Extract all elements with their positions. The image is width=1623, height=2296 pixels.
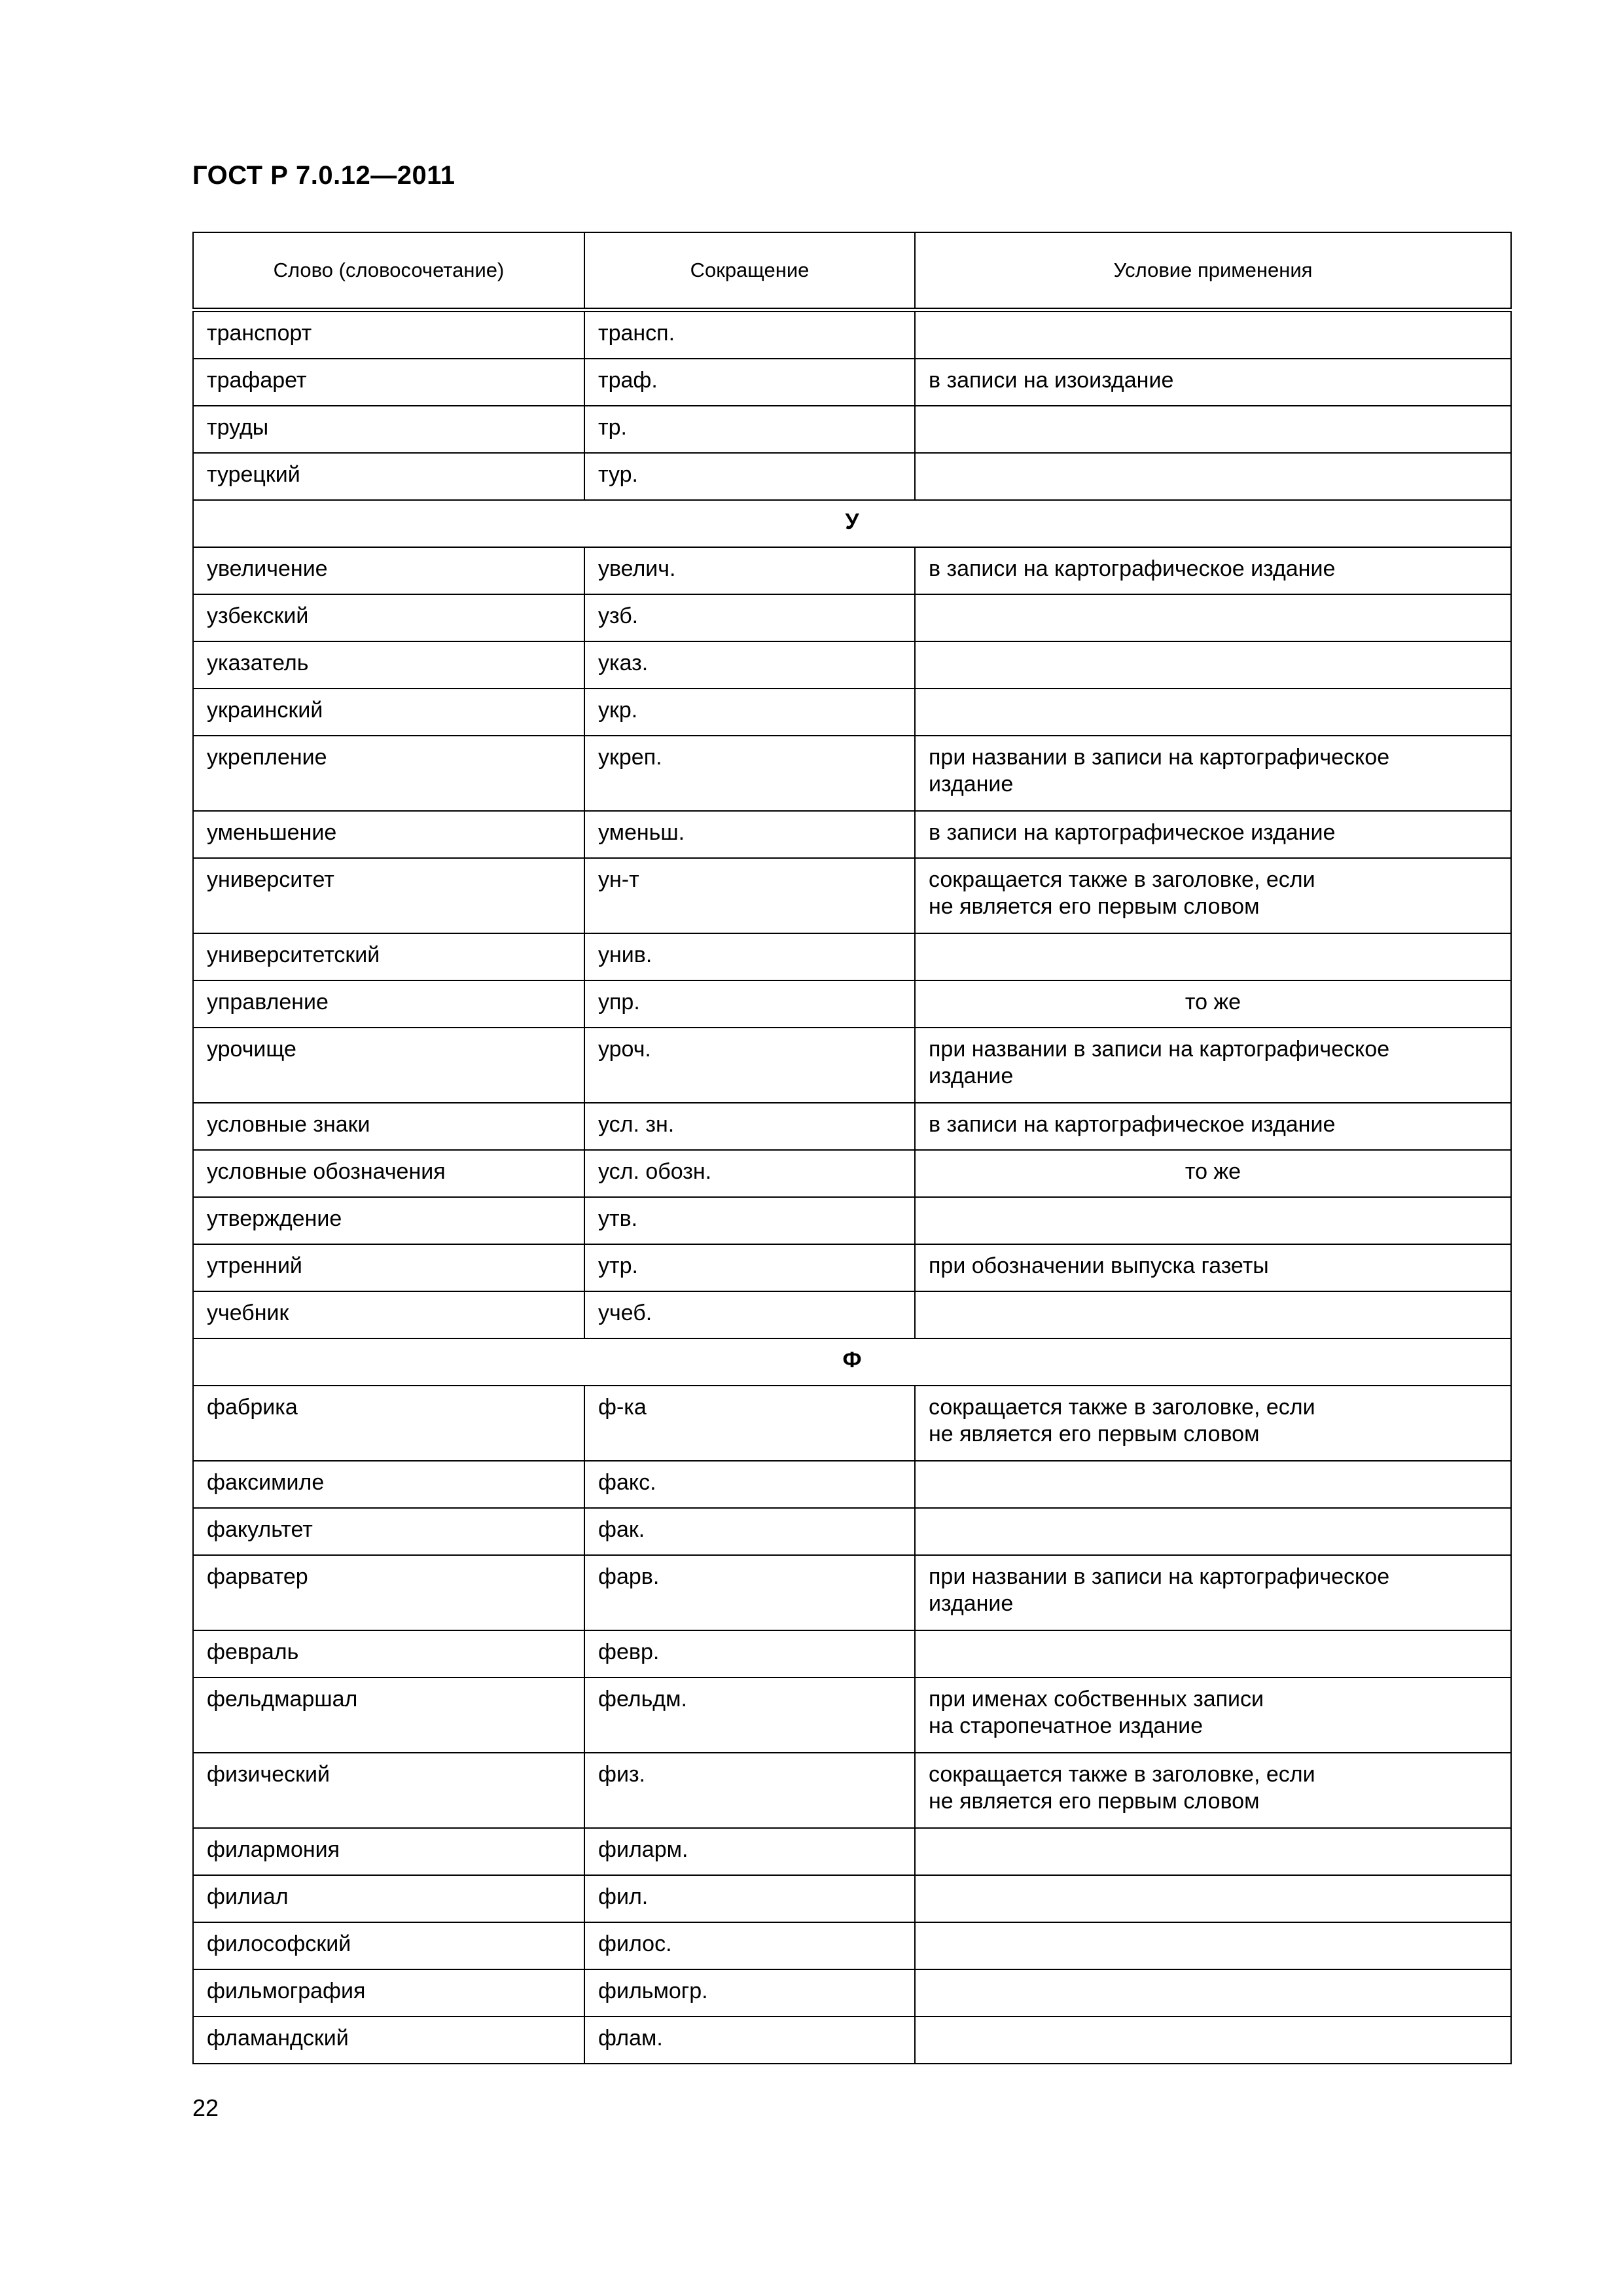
table-row <box>193 1922 1511 1969</box>
abbreviation-cell: узб. <box>584 594 915 641</box>
word-cell: укрепление <box>193 736 584 811</box>
table-row <box>193 359 1511 406</box>
abbreviation-cell: февр. <box>584 1630 915 1677</box>
table-header <box>193 232 1511 310</box>
condition-cell <box>915 2017 1511 2064</box>
condition-cell <box>915 453 1511 500</box>
header-word: Слово (словосочетание) <box>193 232 584 310</box>
word-cell: учебник <box>193 1291 584 1338</box>
table-row <box>193 1753 1511 1828</box>
word-cell: физический <box>193 1753 584 1828</box>
word-cell: трафарет <box>193 359 584 406</box>
abbreviation-cell: учеб. <box>584 1291 915 1338</box>
condition-line: при именах собственных записи <box>929 1687 1264 1712</box>
word-cell: фарватер <box>193 1555 584 1630</box>
abbreviation-cell: фарв. <box>584 1555 915 1630</box>
word-cell: узбекский <box>193 594 584 641</box>
abbreviation-cell: утв. <box>584 1197 915 1244</box>
abbreviation-cell: траф. <box>584 359 915 406</box>
table-row <box>193 689 1511 736</box>
word-cell: управление <box>193 980 584 1028</box>
abbreviation-cell: усл. зн. <box>584 1103 915 1150</box>
table-row <box>193 858 1511 933</box>
word-cell: февраль <box>193 1630 584 1677</box>
condition-cell <box>915 689 1511 736</box>
table-row <box>193 1828 1511 1875</box>
word-cell: филармония <box>193 1828 584 1875</box>
condition-cell <box>915 1461 1511 1508</box>
table-row <box>193 1969 1511 2017</box>
abbreviation-cell: уроч. <box>584 1028 915 1103</box>
condition-cell <box>915 858 1511 933</box>
abbreviation-cell: тр. <box>584 406 915 453</box>
table-row <box>193 406 1511 453</box>
condition-cell: в записи на изоиздание <box>915 359 1511 406</box>
table-row <box>193 453 1511 500</box>
section-letter: Ф <box>193 1338 1511 1386</box>
word-cell: фельдмаршал <box>193 1677 584 1753</box>
header-condition: Условие применения <box>915 232 1511 310</box>
abbreviation-cell: усл. обозн. <box>584 1150 915 1197</box>
table-row <box>193 1875 1511 1922</box>
page-number: 22 <box>192 2094 219 2121</box>
table-row <box>193 736 1511 811</box>
table-row <box>193 1197 1511 1244</box>
letter-section-row <box>193 500 1511 547</box>
condition-cell <box>915 1508 1511 1555</box>
condition-line: сокращается также в заголовке, если <box>929 1395 1315 1420</box>
condition-cell <box>915 1028 1511 1103</box>
abbreviation-cell: указ. <box>584 641 915 689</box>
condition-cell <box>915 1922 1511 1969</box>
word-cell: увеличение <box>193 547 584 594</box>
word-cell: условные знаки <box>193 1103 584 1150</box>
word-cell: утренний <box>193 1244 584 1291</box>
table-row <box>193 1630 1511 1677</box>
abbreviation-cell: тур. <box>584 453 915 500</box>
abbreviation-cell: филос. <box>584 1922 915 1969</box>
abbreviation-cell: ун-т <box>584 858 915 933</box>
abbreviation-cell: унив. <box>584 933 915 980</box>
word-cell: факультет <box>193 1508 584 1555</box>
table-row <box>193 811 1511 858</box>
word-cell: уменьшение <box>193 811 584 858</box>
condition-cell <box>915 1969 1511 2017</box>
condition-cell <box>915 641 1511 689</box>
word-cell: труды <box>193 406 584 453</box>
table-body <box>193 310 1511 2064</box>
condition-line: издание <box>929 1064 1014 1088</box>
word-cell: утверждение <box>193 1197 584 1244</box>
condition-cell <box>915 736 1511 811</box>
abbreviation-cell: филарм. <box>584 1828 915 1875</box>
table-row <box>193 1461 1511 1508</box>
word-cell: факсимиле <box>193 1461 584 1508</box>
word-cell: указатель <box>193 641 584 689</box>
table-row <box>193 1103 1511 1150</box>
condition-cell <box>915 933 1511 980</box>
condition-cell: в записи на картографическое издание <box>915 547 1511 594</box>
abbreviation-cell: увелич. <box>584 547 915 594</box>
condition-cell: в записи на картографическое издание <box>915 811 1511 858</box>
letter-section-row <box>193 1338 1511 1386</box>
table-row <box>193 1677 1511 1753</box>
word-cell: фильмография <box>193 1969 584 2017</box>
abbreviation-cell: фил. <box>584 1875 915 1922</box>
table-row <box>193 2017 1511 2064</box>
condition-cell <box>915 1630 1511 1677</box>
abbreviation-cell: укреп. <box>584 736 915 811</box>
word-cell: университет <box>193 858 584 933</box>
table-row <box>193 980 1511 1028</box>
abbreviation-cell: ф-ка <box>584 1386 915 1461</box>
condition-cell <box>915 1677 1511 1753</box>
table-row <box>193 310 1511 359</box>
word-cell: университетский <box>193 933 584 980</box>
table-row <box>193 1244 1511 1291</box>
word-cell: турецкий <box>193 453 584 500</box>
header-row <box>193 232 1511 310</box>
condition-line: издание <box>929 772 1014 797</box>
word-cell: урочище <box>193 1028 584 1103</box>
condition-cell: в записи на картографическое издание <box>915 1103 1511 1150</box>
condition-cell <box>915 1753 1511 1828</box>
condition-line: сокращается также в заголовке, если <box>929 1762 1315 1787</box>
word-cell: условные обозначения <box>193 1150 584 1197</box>
word-cell: фабрика <box>193 1386 584 1461</box>
condition-cell <box>915 1197 1511 1244</box>
condition-line: не является его первым словом <box>929 1422 1260 1446</box>
word-cell: фламандский <box>193 2017 584 2064</box>
condition-cell <box>915 310 1511 359</box>
condition-cell: то же <box>915 1150 1511 1197</box>
abbreviation-cell: фильмогр. <box>584 1969 915 2017</box>
condition-cell: при обозначении выпуска газеты <box>915 1244 1511 1291</box>
table-row <box>193 547 1511 594</box>
abbreviation-cell: факс. <box>584 1461 915 1508</box>
abbreviation-cell: трансп. <box>584 310 915 359</box>
condition-cell <box>915 1386 1511 1461</box>
table-row <box>193 1150 1511 1197</box>
condition-cell <box>915 1875 1511 1922</box>
word-cell: украинский <box>193 689 584 736</box>
table-row <box>193 1028 1511 1103</box>
table-row <box>193 933 1511 980</box>
header-abbreviation: Сокращение <box>584 232 915 310</box>
abbreviation-cell: укр. <box>584 689 915 736</box>
table-row <box>193 1555 1511 1630</box>
condition-line: издание <box>929 1591 1014 1616</box>
condition-cell: то же <box>915 980 1511 1028</box>
condition-cell <box>915 1291 1511 1338</box>
table-row <box>193 1508 1511 1555</box>
section-letter: У <box>193 500 1511 547</box>
abbreviation-cell: упр. <box>584 980 915 1028</box>
document-title: ГОСТ Р 7.0.12—2011 <box>192 161 455 190</box>
word-cell: филиал <box>193 1875 584 1922</box>
abbreviation-cell: фельдм. <box>584 1677 915 1753</box>
condition-line: не является его первым словом <box>929 1789 1260 1814</box>
condition-line: на старопечатное издание <box>929 1713 1203 1738</box>
abbreviation-cell: флам. <box>584 2017 915 2064</box>
table-row <box>193 1386 1511 1461</box>
condition-cell <box>915 594 1511 641</box>
condition-line: при названии в записи на картографическое <box>929 745 1390 770</box>
abbreviation-cell: уменьш. <box>584 811 915 858</box>
condition-cell <box>915 1828 1511 1875</box>
word-cell: философский <box>193 1922 584 1969</box>
abbreviation-cell: фак. <box>584 1508 915 1555</box>
condition-cell <box>915 1555 1511 1630</box>
table-row <box>193 641 1511 689</box>
abbreviations-table <box>192 232 1512 2064</box>
abbreviation-cell: утр. <box>584 1244 915 1291</box>
word-cell: транспорт <box>193 310 584 359</box>
condition-line: сокращается также в заголовке, если <box>929 867 1315 892</box>
condition-line: не является его первым словом <box>929 894 1260 919</box>
condition-cell <box>915 406 1511 453</box>
condition-line: при названии в записи на картографическое <box>929 1564 1390 1589</box>
table-row <box>193 594 1511 641</box>
abbreviation-cell: физ. <box>584 1753 915 1828</box>
table-row <box>193 1291 1511 1338</box>
condition-line: при названии в записи на картографическое <box>929 1037 1390 1062</box>
